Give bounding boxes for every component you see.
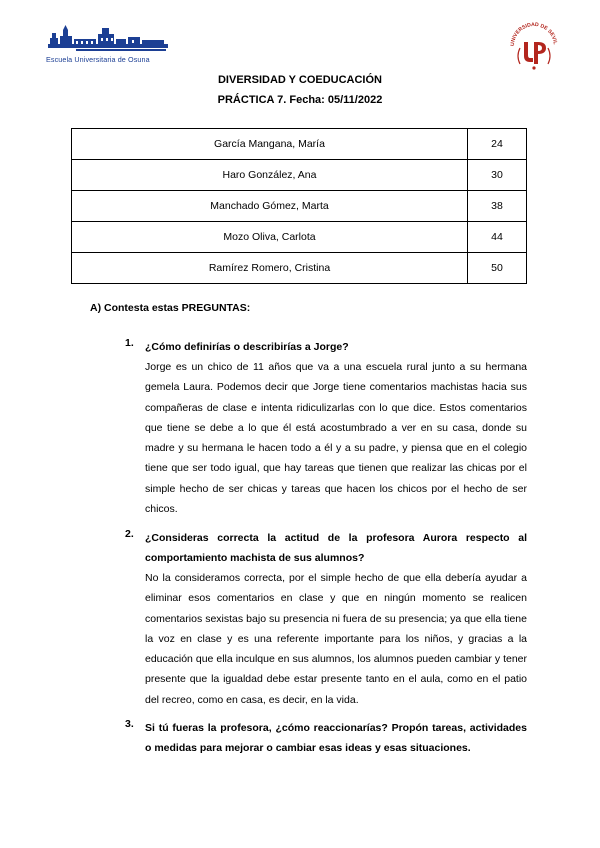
section-heading: A) Contesta estas PREGUNTAS:	[90, 302, 251, 314]
student-number: 38	[468, 191, 527, 222]
table-row	[72, 191, 527, 222]
question-1	[127, 337, 527, 519]
student-name: Haro González, Ana	[72, 160, 468, 191]
student-name: García Mangana, María	[72, 129, 468, 160]
student-number: 30	[468, 160, 527, 191]
student-number: 44	[468, 222, 527, 253]
table-row	[72, 253, 527, 284]
question-title: Si tú fueras la profesora, ¿cómo reaccionarías? Propón tareas, actividades o medidas para mejorar o cambiar esas ideas y esas situaciones.	[145, 722, 527, 754]
student-name: Manchado Gómez, Marta	[72, 191, 468, 222]
question-number: 1.	[125, 337, 134, 349]
osuna-skyline-icon	[46, 24, 170, 54]
question-title: ¿Cómo definirías o describirías a Jorge?	[145, 341, 349, 353]
question-2	[127, 528, 527, 710]
question-title: ¿Consideras correcta la actitud de la profesora Aurora respecto al comportamiento machista de sus alumnos?	[145, 532, 527, 564]
document-subtitle: PRÁCTICA 7. Fecha: 05/11/2022	[217, 94, 383, 106]
university-seal-text: UNIVERSIDAD DE SEVIL	[509, 21, 558, 47]
student-name: Ramírez Romero, Cristina	[72, 253, 468, 284]
student-name: Mozo Oliva, Carlota	[72, 222, 468, 253]
question-3	[127, 718, 527, 758]
table-row	[72, 129, 527, 160]
school-logo	[46, 24, 170, 66]
university-logo	[506, 18, 562, 74]
document-title: DIVERSIDAD Y COEDUCACIÓN	[217, 74, 382, 86]
students-table	[71, 128, 527, 284]
question-number: 3.	[125, 718, 134, 730]
question-answer: No la consideramos correcta, por el simple hecho de que ella debería ayudar a eliminar esos comentarios en clase y que en ningún momento se realicen comentarios sexistas bajo su presencia ni fuera de su presencia; ya que ella tiene la voz en clase y es una referente importante para los niños, y gracias a la educación que ella inculque en sus alumnos, los alumnos pueden cambiar y tener presente que la igualdad debe estar presente tanto en el aula, como en el patio del recreo, como en casa, es decir, en la vida.	[145, 572, 527, 706]
student-number: 24	[468, 129, 527, 160]
question-number: 2.	[125, 528, 134, 540]
university-seal-icon	[506, 18, 562, 74]
student-number: 50	[468, 253, 527, 284]
school-logo-caption: Escuela Universitaria de Osuna	[46, 55, 150, 64]
table-row	[72, 222, 527, 253]
question-answer: Jorge es un chico de 11 años que va a una escuela rural junto a su hermana gemela Laura. Podemos decir que Jorge tiene comentarios machistas hacia sus compañeras de clase e intenta ridiculizarlas con lo que dice. Estos comentarios que tiene se debe a lo que él está acostumbrado a ver en su casa, donde su madre y su hermana le hacen todo a él y a su padre, y piensa que en el colegio tiene que ser todo igual, que hay tareas que tienen que realizar las chicas por el simple hecho de ser chicas y tareas que hacen los chicos por el hecho de ser chicos.	[145, 361, 527, 516]
table-row	[72, 160, 527, 191]
